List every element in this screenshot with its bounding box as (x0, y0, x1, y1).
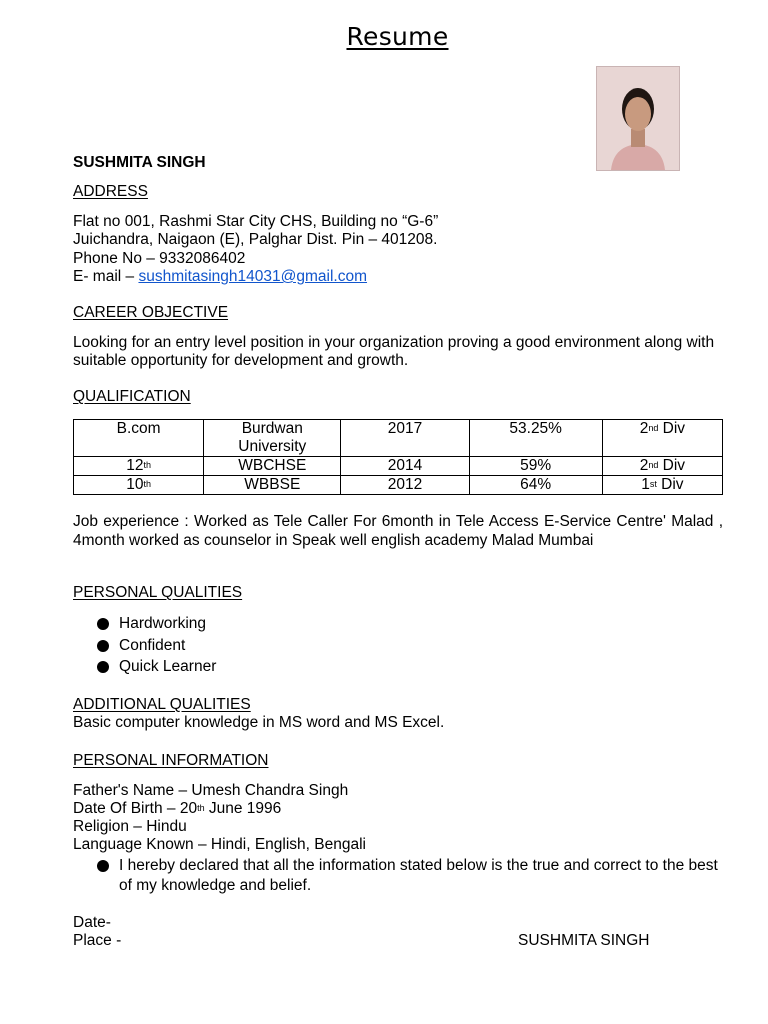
division-cell: 2nd Div (602, 457, 722, 476)
table-row (74, 420, 723, 457)
address-line-1: Flat no 001, Rashmi Star City CHS, Building no “G-6” (73, 213, 439, 230)
bullet-icon (97, 640, 109, 652)
address-heading: ADDRESS (73, 183, 148, 200)
page-title: Resume (346, 22, 449, 51)
place-label: Place - (73, 932, 122, 949)
email-line (73, 268, 367, 287)
personal-qualities-heading: PERSONAL QUALITIES (73, 584, 243, 601)
course-cell: 10th (74, 476, 204, 495)
signature-name: SUSHMITA SINGH (518, 932, 650, 949)
list-item: Hardworking (73, 613, 216, 635)
career-objective-heading: CAREER OBJECTIVE (73, 304, 229, 321)
candidate-name: SUSHMITA SINGH (73, 154, 206, 171)
additional-qualities-text: Basic computer knowledge in MS word and MS Excel. (73, 714, 445, 731)
course-cell: 12th (74, 457, 204, 476)
percent-cell: 64% (469, 476, 602, 495)
additional-qualities-heading: ADDITIONAL QUALITIES (73, 696, 251, 713)
job-experience: Job experience : Worked as Tele Caller For 6month in Tele Access E-Service Centre' Malad , 4month worked as counselor in Speak well english academy Malad Mumbai (73, 513, 723, 549)
qualification-table (73, 419, 723, 495)
profile-photo (596, 66, 680, 171)
fathers-name: Father's Name – Umesh Chandra Singh (73, 782, 349, 799)
board-cell: WBBSE (204, 476, 341, 495)
board-cell: Burdwan University (204, 420, 341, 457)
qualification-heading: QUALIFICATION (73, 388, 191, 405)
list-item: Quick Learner (73, 656, 216, 678)
division-cell: 1st Div (602, 476, 722, 495)
portrait-image (597, 67, 679, 170)
bullet-icon (97, 860, 109, 872)
division-cell: 2nd Div (602, 420, 722, 457)
year-cell: 2017 (341, 420, 469, 457)
personal-qualities-list (73, 613, 216, 678)
table-row (74, 457, 723, 476)
year-cell: 2012 (341, 476, 469, 495)
board-cell: WBCHSE (204, 457, 341, 476)
email-link[interactable]: sushmitasingh14031@gmail.com (138, 268, 368, 285)
address-line-2: Juichandra, Naigaon (E), Palghar Dist. Pin – 401208. (73, 231, 438, 248)
personal-information-heading: PERSONAL INFORMATION (73, 752, 269, 769)
bullet-icon (97, 618, 109, 630)
phone-number: Phone No – 9332086402 (73, 250, 246, 267)
career-objective-line-1: Looking for an entry level position in your organization proving a good environment along with (73, 334, 715, 351)
list-item: Confident (73, 635, 216, 657)
declaration (73, 856, 733, 896)
table-row (74, 476, 723, 495)
career-objective-line-2: suitable opportunity for development and growth. (73, 352, 409, 369)
year-cell: 2014 (341, 457, 469, 476)
percent-cell: 59% (469, 457, 602, 476)
declaration-text: I hereby declared that all the information stated below is the true and correct to the best of my knowledge and belief. (119, 857, 718, 894)
date-label: Date- (73, 914, 111, 931)
languages-known: Language Known – Hindi, English, Bengali (73, 836, 366, 853)
bullet-icon (97, 661, 109, 673)
email-label: E- mail – (73, 268, 139, 285)
percent-cell: 53.25% (469, 420, 602, 457)
religion: Religion – Hindu (73, 818, 187, 835)
course-cell: B.com (74, 420, 204, 457)
date-of-birth: Date Of Birth – 20th June 1996 (73, 800, 282, 817)
